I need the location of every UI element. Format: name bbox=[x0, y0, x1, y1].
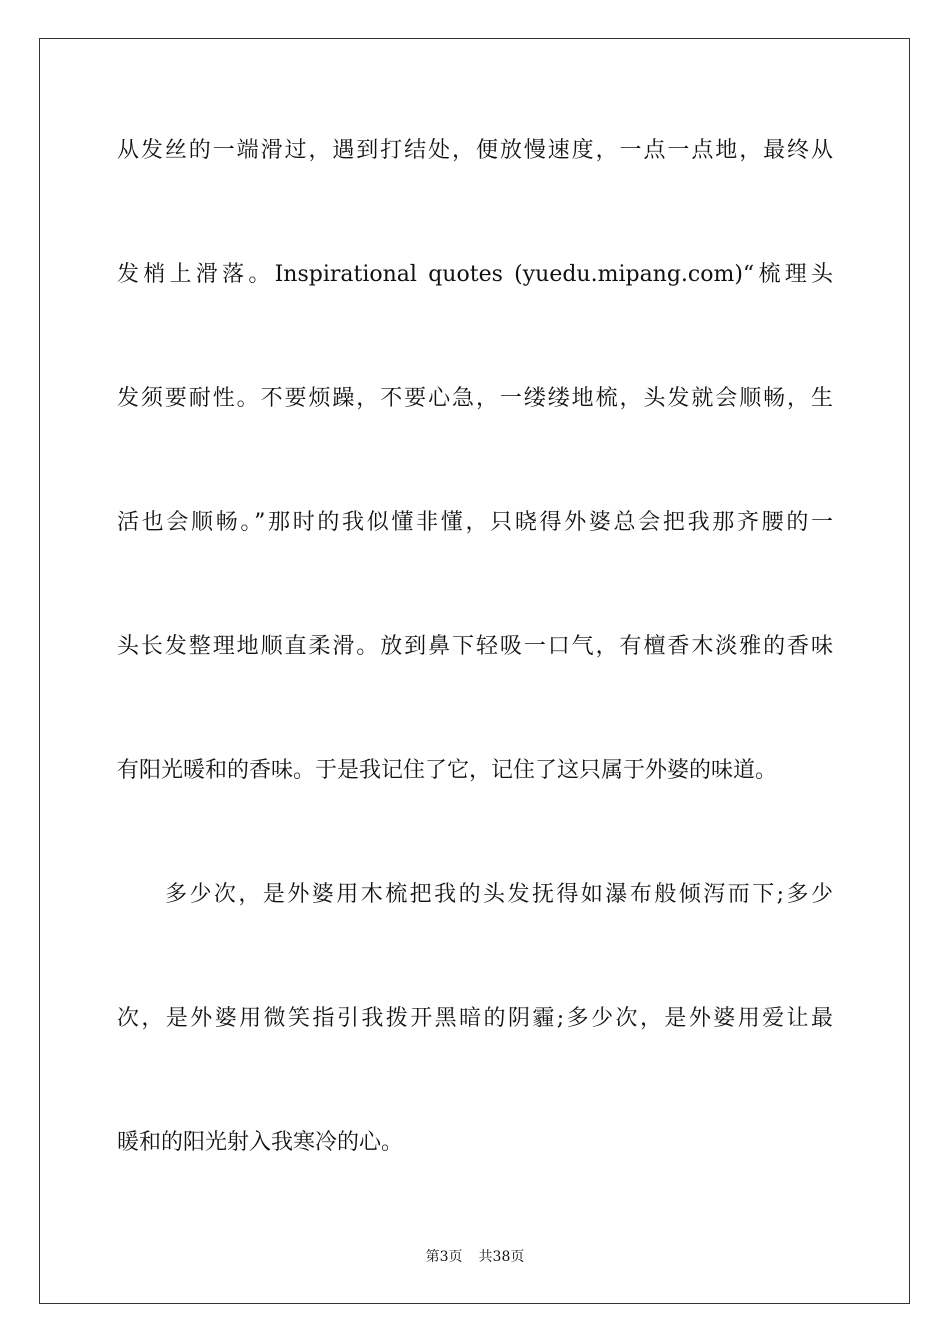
page-number: 第3页 bbox=[425, 1249, 463, 1265]
page-total: 共38页 bbox=[478, 1249, 525, 1265]
body-text-line: 发须要耐性。不要烦躁，不要心急，一缕缕地梳，头发就会顺畅，生 bbox=[117, 386, 833, 411]
body-text-line: 有阳光暖和的香味。于是我记住了它，记住了这只属于外婆的味道。 bbox=[117, 758, 778, 783]
body-text-line: 暖和的阳光射入我寒冷的心。 bbox=[117, 1130, 404, 1155]
page-footer bbox=[0, 1248, 950, 1266]
body-text-line: 发梢上滑落。Inspirational quotes (yuedu.mipang.com)“梳理头 bbox=[117, 262, 833, 287]
body-text-line: 从发丝的一端滑过，遇到打结处，便放慢速度，一点一点地，最终从 bbox=[117, 138, 833, 163]
body-text-line: 次，是外婆用微笑指引我拨开黑暗的阴霾;多少次，是外婆用爱让最 bbox=[117, 1006, 833, 1031]
paragraph-first-line: 多少次，是外婆用木梳把我的头发抚得如瀑布般倾泻而下;多少 bbox=[165, 882, 833, 907]
page-frame bbox=[39, 38, 910, 1304]
body-text-line: 头长发整理地顺直柔滑。放到鼻下轻吸一口气，有檀香木淡雅的香味 bbox=[117, 634, 833, 659]
body-text-line: 活也会顺畅。”那时的我似懂非懂，只晓得外婆总会把我那齐腰的一 bbox=[117, 510, 833, 535]
